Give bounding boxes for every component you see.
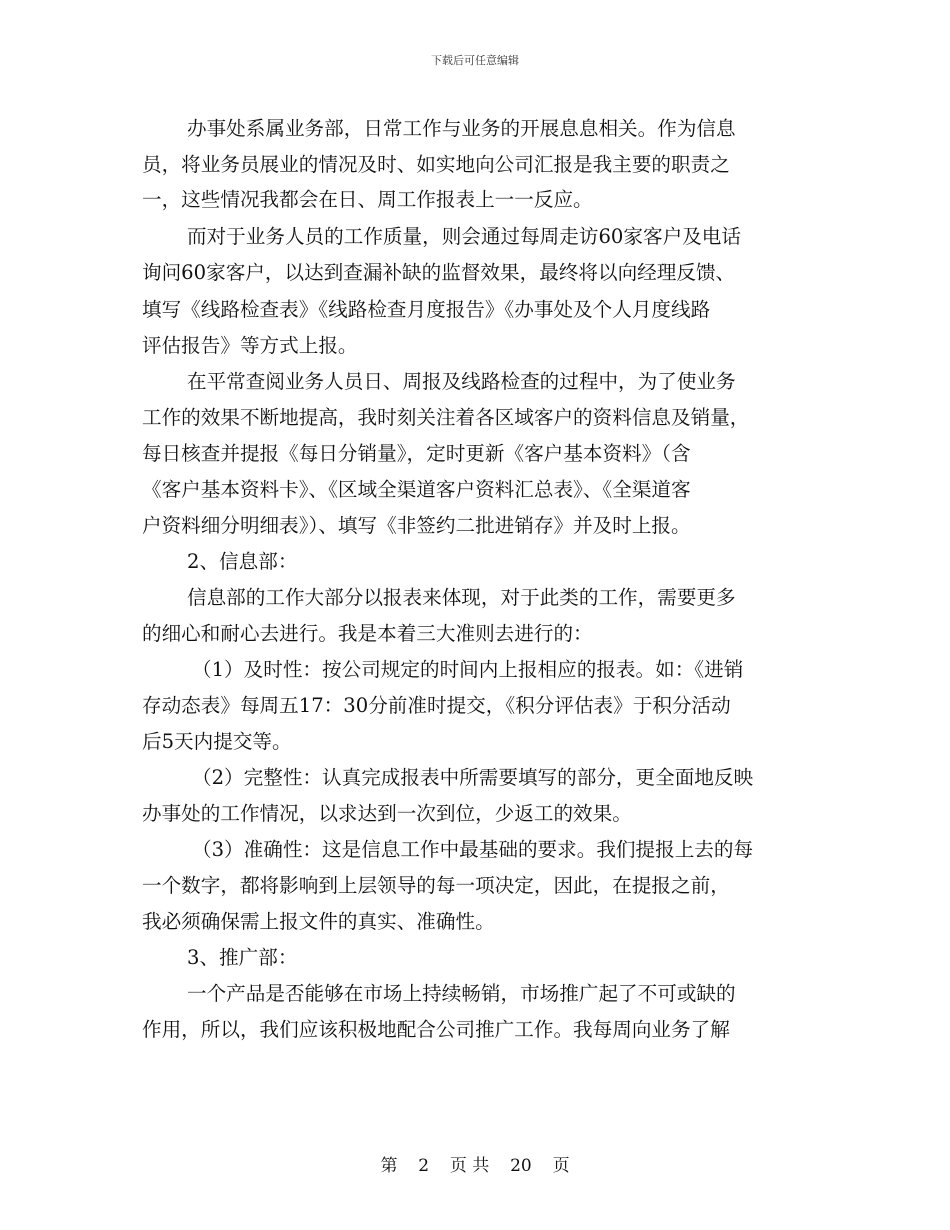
footer-page-number: 2	[418, 1156, 430, 1176]
footer-suffix: 页	[552, 1156, 570, 1176]
text-line: 作用，所以，我们应该积极地配合公司推广工作。我每周向业务了解	[142, 1018, 730, 1041]
text-line: 办事处的工作情况，以求达到一次到位，少返工的效果。	[142, 802, 632, 825]
text-line: 后5天内提交等。	[142, 730, 292, 753]
text-line: 在平常查阅业务人员日、周报及线路检查的过程中，为了使业务	[187, 370, 736, 393]
text-line: 办事处系属业务部，日常工作与业务的开展息息相关。作为信息	[187, 117, 736, 140]
text-line: 户资料细分明细表》）、填写《非签约二批进销存》并及时上报。	[142, 514, 691, 537]
text-line: 信息部的工作大部分以报表来体现，对于此类的工作，需要更多	[187, 586, 736, 609]
text-line: 存动态表》每周五17：30分前准时提交，《积分评估表》于积分活动	[142, 694, 731, 717]
text-line: 而对于业务人员的工作质量，则会通过每周走访60家客户及电话	[187, 225, 741, 248]
text-line: 一，这些情况我都会在日、周工作报表上一一反应。	[142, 188, 593, 211]
text-line: 工作的效果不断地提高，我时刻关注着各区域客户的资料信息及销量，	[142, 406, 750, 429]
text-line: （3）准确性：这是信息工作中最基础的要求。我们提报上去的每	[192, 838, 754, 861]
footer-prefix: 第	[380, 1156, 398, 1176]
text-line: 一个产品是否能够在市场上持续畅销，市场推广起了不可或缺的	[187, 982, 736, 1005]
footer-middle: 页 共	[449, 1156, 490, 1176]
page-footer	[0, 1155, 950, 1177]
text-line: 的细心和耐心去进行。我是本着三大准则去进行的：	[142, 622, 593, 645]
footer-total-pages: 20	[510, 1156, 532, 1176]
section-heading-promotion-dept: 3、推广部：	[187, 946, 298, 969]
page-header-note: 下载后可任意编辑	[431, 54, 519, 67]
text-line: 我必须确保需上报文件的真实、准确性。	[142, 910, 495, 933]
text-line: 询问60家客户，以达到查漏补缺的监督效果，最终将以向经理反馈、	[142, 261, 736, 284]
text-line: 员，将业务员展业的情况及时、如实地向公司汇报是我主要的职责之	[142, 153, 730, 176]
section-heading-info-dept: 2、信息部：	[187, 550, 298, 573]
text-line: 评估报告》等方式上报。	[142, 334, 358, 357]
text-line: （1）及时性：按公司规定的时间内上报相应的报表。如：《进销	[192, 658, 744, 681]
text-line: 《客户基本资料卡》、《区域全渠道客户资料汇总表》、《全渠道客	[142, 478, 691, 501]
text-line: 填写《线路检查表》《线路检查月度报告》《办事处及个人月度线路	[142, 298, 711, 321]
text-line: 一个数字，都将影响到上层领导的每一项决定，因此，在提报之前，	[142, 874, 730, 897]
text-line: （2）完整性：认真完成报表中所需要填写的部分，更全面地反映	[192, 766, 754, 789]
text-line: 每日核查并提报《每日分销量》，定时更新《客户基本资料》（含	[142, 442, 691, 465]
